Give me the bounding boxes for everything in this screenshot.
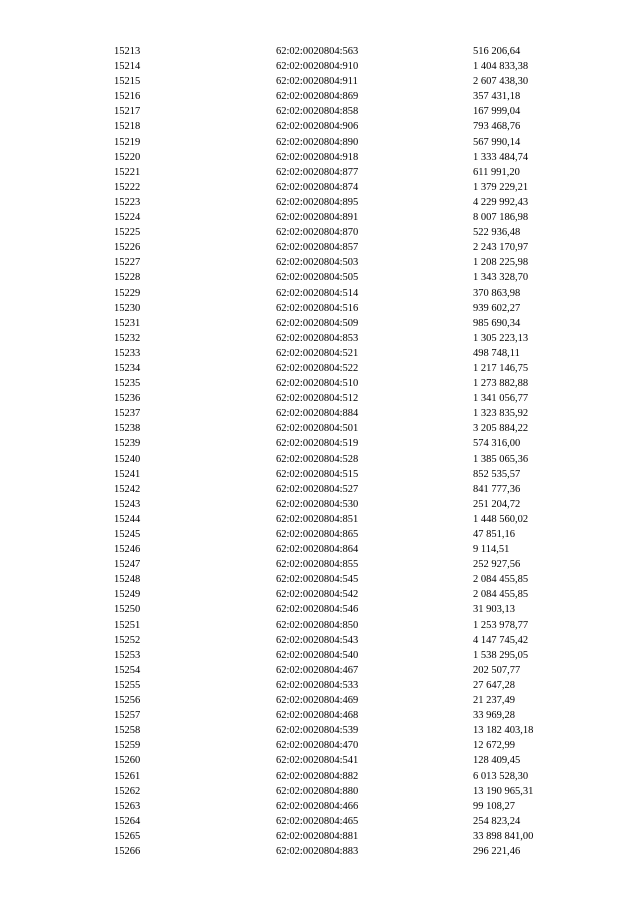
row-number-cell: 15251	[114, 619, 141, 631]
table-row	[114, 195, 593, 210]
cadastral-value-cell: 1 273 882,88	[473, 378, 529, 390]
table-row	[114, 436, 593, 451]
row-number-cell: 15226	[114, 242, 141, 254]
table-row	[114, 678, 593, 693]
cadastral-number-cell: 62:02:0020804:880	[276, 785, 359, 797]
cadastral-value-cell: 516 206,64	[473, 46, 521, 57]
table-row	[114, 240, 593, 255]
table-row	[114, 769, 593, 784]
row-number-cell: 15237	[114, 408, 141, 420]
table-row	[114, 270, 593, 285]
table-row	[114, 467, 593, 482]
table-row	[114, 753, 593, 768]
table-row	[114, 482, 593, 497]
table-row	[114, 255, 593, 270]
table-row	[114, 512, 593, 527]
cadastral-value-cell: 202 507,77	[473, 664, 521, 676]
cadastral-value-cell: 357 431,18	[473, 91, 521, 103]
cadastral-number-cell: 62:02:0020804:522	[276, 362, 359, 374]
cadastral-number-cell: 62:02:0020804:521	[276, 347, 359, 359]
cadastral-value-cell: 370 863,98	[473, 287, 521, 299]
table-row	[114, 708, 593, 723]
cadastral-number-cell: 62:02:0020804:519	[276, 438, 359, 450]
row-number-cell: 15254	[114, 664, 141, 676]
cadastral-value-cell: 6 013 528,30	[473, 770, 529, 782]
cadastral-number-cell: 62:02:0020804:465	[276, 815, 359, 827]
cadastral-number-cell: 62:02:0020804:466	[276, 800, 359, 812]
cadastral-value-cell: 2 607 438,30	[473, 76, 529, 88]
row-number-cell: 15253	[114, 649, 141, 661]
cadastral-number-cell: 62:02:0020804:542	[276, 589, 359, 601]
cadastral-number-cell: 62:02:0020804:501	[276, 423, 359, 435]
cadastral-value-cell: 2 243 170,97	[473, 242, 529, 254]
cadastral-number-cell: 62:02:0020804:918	[276, 151, 359, 163]
table-row	[114, 572, 593, 587]
cadastral-value-cell: 1 333 484,74	[473, 151, 529, 163]
cadastral-number-cell: 62:02:0020804:910	[276, 61, 359, 73]
cadastral-number-cell: 62:02:0020804:514	[276, 287, 359, 299]
cadastral-number-cell: 62:02:0020804:505	[276, 272, 359, 284]
cadastral-value-cell: 1 404 833,38	[473, 61, 529, 73]
cadastral-number-cell: 62:02:0020804:857	[276, 242, 359, 254]
row-number-cell: 15265	[114, 830, 141, 842]
row-number-cell: 15231	[114, 317, 141, 329]
cadastral-value-cell: 251 204,72	[473, 498, 521, 510]
cadastral-value-cell: 12 672,99	[473, 740, 515, 752]
table-row	[114, 135, 593, 150]
table-row	[114, 391, 593, 406]
cadastral-number-cell: 62:02:0020804:468	[276, 710, 359, 722]
row-number-cell: 15223	[114, 196, 141, 208]
table-row	[114, 452, 593, 467]
table-row	[114, 602, 593, 617]
cadastral-number-cell: 62:02:0020804:540	[276, 649, 359, 661]
cadastral-number-cell: 62:02:0020804:855	[276, 559, 359, 571]
cadastral-value-cell: 498 748,11	[473, 347, 520, 359]
row-number-cell: 15229	[114, 287, 141, 299]
cadastral-value-cell: 33 898 841,00	[473, 830, 534, 842]
row-number-cell: 15242	[114, 483, 141, 495]
row-number-cell: 15213	[114, 46, 141, 57]
cadastral-number-cell: 62:02:0020804:533	[276, 679, 359, 691]
table-row	[114, 527, 593, 542]
cadastral-value-cell: 296 221,46	[473, 845, 521, 857]
row-number-cell: 15239	[114, 438, 141, 450]
table-row	[114, 376, 593, 391]
table-row	[114, 542, 593, 557]
table-row	[114, 693, 593, 708]
cadastral-value-cell: 939 602,27	[473, 302, 521, 314]
cadastral-value-cell: 9 114,51	[473, 544, 510, 556]
cadastral-value-cell: 522 936,48	[473, 227, 521, 239]
cadastral-value-cell: 254 823,24	[473, 815, 521, 827]
row-number-cell: 15227	[114, 257, 141, 269]
cadastral-number-cell: 62:02:0020804:515	[276, 468, 359, 480]
table-row	[114, 44, 593, 59]
row-number-cell: 15232	[114, 332, 141, 344]
row-number-cell: 15220	[114, 151, 141, 163]
cadastral-number-cell: 62:02:0020804:884	[276, 408, 359, 420]
cadastral-value-cell: 793 468,76	[473, 121, 521, 133]
row-number-cell: 15266	[114, 845, 141, 857]
row-number-cell: 15241	[114, 468, 141, 480]
row-number-cell: 15221	[114, 166, 141, 178]
row-number-cell: 15256	[114, 695, 141, 707]
table-row	[114, 618, 593, 633]
cadastral-value-cell: 13 182 403,18	[473, 725, 534, 737]
table-row	[114, 301, 593, 316]
cadastral-number-cell: 62:02:0020804:563	[276, 46, 359, 57]
row-number-cell: 15255	[114, 679, 141, 691]
cadastral-number-cell: 62:02:0020804:516	[276, 302, 359, 314]
cadastral-value-cell: 27 647,28	[473, 679, 515, 691]
table-body	[114, 44, 593, 859]
row-number-cell: 15244	[114, 513, 141, 525]
cadastral-number-cell: 62:02:0020804:850	[276, 619, 359, 631]
row-number-cell: 15224	[114, 212, 141, 224]
cadastral-number-cell: 62:02:0020804:870	[276, 227, 359, 239]
cadastral-value-cell: 1 538 295,05	[473, 649, 529, 661]
cadastral-number-cell: 62:02:0020804:865	[276, 529, 359, 540]
cadastral-number-cell: 62:02:0020804:858	[276, 106, 359, 118]
cadastral-value-cell: 13 190 965,31	[473, 785, 534, 797]
table-row	[114, 723, 593, 738]
row-number-cell: 15225	[114, 227, 141, 239]
cadastral-value-cell: 1 305 223,13	[473, 332, 529, 344]
table-row	[114, 89, 593, 104]
row-number-cell: 15240	[114, 453, 141, 465]
cadastral-value-cell: 1 217 146,75	[473, 362, 529, 374]
table-row	[114, 331, 593, 346]
row-number-cell: 15245	[114, 529, 141, 540]
row-number-cell: 15235	[114, 378, 141, 390]
row-number-cell: 15250	[114, 604, 141, 616]
cadastral-number-cell: 62:02:0020804:864	[276, 544, 359, 556]
cadastral-number-cell: 62:02:0020804:906	[276, 121, 359, 133]
cadastral-number-cell: 62:02:0020804:869	[276, 91, 359, 103]
cadastral-number-cell: 62:02:0020804:877	[276, 166, 359, 178]
table-row	[114, 557, 593, 572]
cadastral-value-cell: 99 108,27	[473, 800, 515, 812]
cadastral-number-cell: 62:02:0020804:882	[276, 770, 359, 782]
cadastral-number-cell: 62:02:0020804:851	[276, 513, 359, 525]
table-row	[114, 587, 593, 602]
cadastral-number-cell: 62:02:0020804:539	[276, 725, 359, 737]
table-row	[114, 346, 593, 361]
cadastral-value-cell: 2 084 455,85	[473, 589, 529, 601]
cadastral-value-cell: 1 208 225,98	[473, 257, 529, 269]
table-row	[114, 633, 593, 648]
cadastral-value-cell: 3 205 884,22	[473, 423, 529, 435]
row-number-cell: 15260	[114, 755, 141, 767]
row-number-cell: 15264	[114, 815, 141, 827]
table-row	[114, 104, 593, 119]
cadastral-number-cell: 62:02:0020804:527	[276, 483, 359, 495]
cadastral-number-cell: 62:02:0020804:530	[276, 498, 359, 510]
table-row	[114, 286, 593, 301]
row-number-cell: 15263	[114, 800, 141, 812]
table-row	[114, 361, 593, 376]
table-row	[114, 738, 593, 753]
cadastral-value-cell: 1 341 056,77	[473, 393, 529, 405]
row-number-cell: 15228	[114, 272, 141, 284]
cadastral-number-cell: 62:02:0020804:467	[276, 664, 359, 676]
cadastral-value-cell: 1 323 835,92	[473, 408, 529, 420]
row-number-cell: 15246	[114, 544, 141, 556]
cadastral-value-cell: 33 969,28	[473, 710, 515, 722]
row-number-cell: 15214	[114, 61, 141, 73]
cadastral-value-cell: 852 535,57	[473, 468, 521, 480]
cadastral-number-cell: 62:02:0020804:541	[276, 755, 359, 767]
table-row	[114, 648, 593, 663]
cadastral-value-cell: 167 999,04	[473, 106, 521, 118]
cadastral-value-cell: 611 991,20	[473, 166, 520, 178]
table-row	[114, 210, 593, 225]
cadastral-number-cell: 62:02:0020804:469	[276, 695, 359, 707]
table-row	[114, 497, 593, 512]
table-row	[114, 814, 593, 829]
cadastral-number-cell: 62:02:0020804:510	[276, 378, 359, 390]
cadastral-number-cell: 62:02:0020804:545	[276, 574, 359, 586]
row-number-cell: 15259	[114, 740, 141, 752]
cadastral-number-cell: 62:02:0020804:546	[276, 604, 359, 616]
cadastral-value-cell: 1 343 328,70	[473, 272, 529, 284]
row-number-cell: 15262	[114, 785, 141, 797]
row-number-cell: 15243	[114, 498, 141, 510]
row-number-cell: 15233	[114, 347, 141, 359]
row-number-cell: 15249	[114, 589, 141, 601]
cadastral-value-cell: 31 903,13	[473, 604, 515, 616]
row-number-cell: 15234	[114, 362, 141, 374]
cadastral-number-cell: 62:02:0020804:881	[276, 830, 359, 842]
cadastral-value-cell: 4 229 992,43	[473, 196, 529, 208]
table-row	[114, 663, 593, 678]
table-row	[114, 225, 593, 240]
row-number-cell: 15247	[114, 559, 141, 571]
row-number-cell: 15261	[114, 770, 141, 782]
cadastral-number-cell: 62:02:0020804:470	[276, 740, 359, 752]
row-number-cell: 15216	[114, 91, 141, 103]
cadastral-value-cell: 47 851,16	[473, 529, 515, 540]
table-row	[114, 829, 593, 844]
cadastral-number-cell: 62:02:0020804:890	[276, 136, 359, 148]
cadastral-value-cell: 841 777,36	[473, 483, 521, 495]
table-row	[114, 844, 593, 859]
cadastral-number-cell: 62:02:0020804:895	[276, 196, 359, 208]
cadastral-value-cell: 8 007 186,98	[473, 212, 529, 224]
cadastral-number-cell: 62:02:0020804:891	[276, 212, 359, 224]
cadastral-value-cell: 1 448 560,02	[473, 513, 529, 525]
cadastral-value-cell: 567 990,14	[473, 136, 521, 148]
table-row	[114, 784, 593, 799]
table-row	[114, 119, 593, 134]
row-number-cell: 15217	[114, 106, 141, 118]
row-number-cell: 15219	[114, 136, 141, 148]
table-row	[114, 165, 593, 180]
cadastral-value-cell: 1 253 978,77	[473, 619, 529, 631]
cadastral-number-cell: 62:02:0020804:512	[276, 393, 359, 405]
cadastral-value-table	[114, 44, 593, 859]
row-number-cell: 15257	[114, 710, 141, 722]
table-row	[114, 180, 593, 195]
row-number-cell: 15215	[114, 76, 141, 88]
table-row	[114, 421, 593, 436]
row-number-cell: 15248	[114, 574, 141, 586]
cadastral-number-cell: 62:02:0020804:509	[276, 317, 359, 329]
cadastral-number-cell: 62:02:0020804:853	[276, 332, 359, 344]
row-number-cell: 15236	[114, 393, 141, 405]
table-row	[114, 316, 593, 331]
row-number-cell: 15230	[114, 302, 141, 314]
table-row	[114, 799, 593, 814]
row-number-cell: 15258	[114, 725, 141, 737]
row-number-cell: 15222	[114, 181, 141, 193]
table-row	[114, 150, 593, 165]
cadastral-number-cell: 62:02:0020804:543	[276, 634, 359, 646]
row-number-cell: 15218	[114, 121, 141, 133]
cadastral-value-cell: 128 409,45	[473, 755, 521, 767]
cadastral-value-cell: 1 379 229,21	[473, 181, 529, 193]
cadastral-number-cell: 62:02:0020804:883	[276, 845, 359, 857]
cadastral-value-cell: 4 147 745,42	[473, 634, 529, 646]
row-number-cell: 15252	[114, 634, 141, 646]
cadastral-value-cell: 252 927,56	[473, 559, 521, 571]
row-number-cell: 15238	[114, 423, 141, 435]
cadastral-value-cell: 2 084 455,85	[473, 574, 529, 586]
cadastral-value-cell: 1 385 065,36	[473, 453, 529, 465]
cadastral-number-cell: 62:02:0020804:503	[276, 257, 359, 269]
cadastral-value-cell: 985 690,34	[473, 317, 521, 329]
table-row	[114, 406, 593, 421]
table-row	[114, 59, 593, 74]
cadastral-number-cell: 62:02:0020804:911	[276, 76, 358, 88]
cadastral-number-cell: 62:02:0020804:874	[276, 181, 359, 193]
cadastral-value-cell: 21 237,49	[473, 695, 515, 707]
cadastral-number-cell: 62:02:0020804:528	[276, 453, 359, 465]
table-row	[114, 74, 593, 89]
cadastral-value-cell: 574 316,00	[473, 438, 521, 450]
